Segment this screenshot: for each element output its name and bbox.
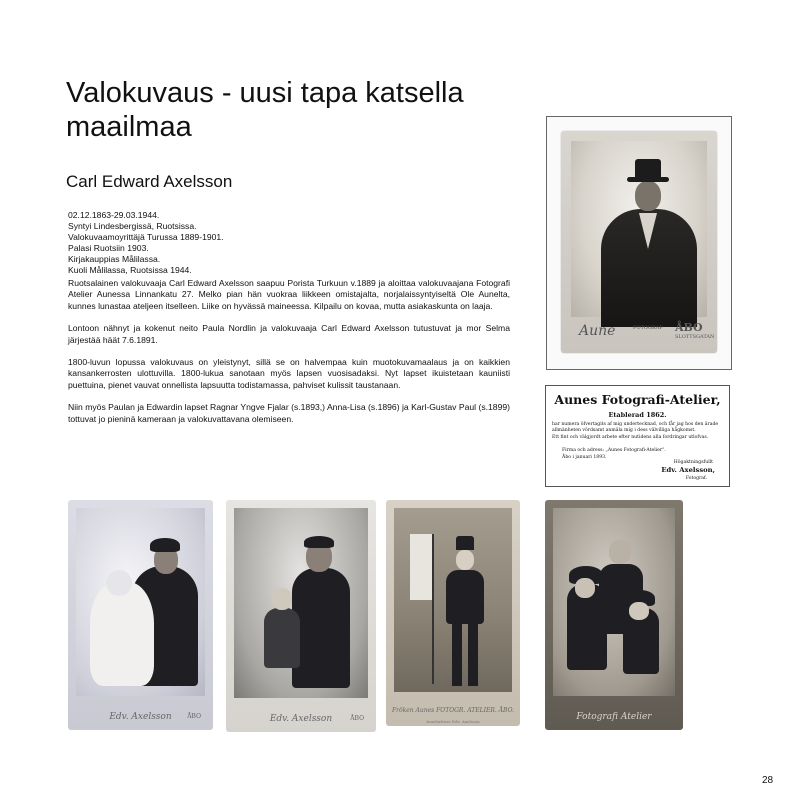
portrait-photo [546,116,732,370]
photo-caption: Edv. Axelsson [269,714,333,724]
paragraph: 1800-luvun lopussa valokuvaus on yleistynyt, sillä se on halvempaa kuin muotokuvamaalaus ja on kaikkien kansankerrosten ulottuvilla. 1800-lukua sanotaan myös lapsen vuosisadaksi. Nyt lapset ikuistetaan kauniisti puettuina, pienet vauvat onnellista lapsuutta todistamassa, pahviset kulissit taustanaan. [68,357,510,390]
photo-image [234,508,368,698]
ad-line: har numera öfvertagits af mig undertecknad, och får jag hos den ärade allmänheten vördsamt anmäla mig i dess välvilliga hågkomst. [552,422,719,433]
studio-city: ÅBO [675,321,703,334]
child-head [272,588,292,610]
father-child-photo [226,500,376,732]
photo-caption-city: ÅBO [187,713,201,720]
flag-pole [432,534,434,684]
three-children-photo [545,500,683,730]
photo-caption: Edv. Axelsson [109,712,172,722]
photo-caption-city: ÅBO [350,715,364,722]
top-hat [635,159,661,179]
child-coat [264,608,300,668]
ad-line: Ett fint och välgjordt arbete efter nutidens alla fordringar utlofvas. [552,435,709,440]
boy-cap [456,536,474,550]
photo-image [553,508,675,696]
middle-child-head [575,578,595,598]
ad-signature-title: Fotograf. [685,476,707,481]
bio-list [68,210,338,276]
page-number: 28 [762,775,774,786]
young-child-head [629,602,649,620]
boy-uniform [446,570,484,624]
photo-image [76,508,205,696]
ad-heading: Aunes Fotografi-Atelier, [554,392,721,407]
bio-line: Syntyi Lindesbergissä, Ruotsissa. [68,221,197,231]
photo-image [571,141,707,317]
photo-card [561,131,717,353]
man-head [635,181,661,211]
ad-signature: Edv. Axelsson, [661,466,715,474]
section-subtitle: Carl Edward Axelsson [66,172,233,191]
boy-leg-left [452,624,462,686]
studio-signature: Aune [579,323,616,339]
mother-baby-photo [68,500,213,730]
hat-brim [627,177,669,182]
ad-line: Högaktningsfullt [673,460,713,465]
bio-line: Valokuvaamoyrittäjä Turussa 1889-1901. [68,232,224,242]
flag [410,534,432,600]
bio-line: 02.12.1863-29.03.1944. [68,210,160,220]
paragraph: Ruotsalainen valokuvaaja Carl Edward Axelsson saapuu Porista Turkuun v.1889 ja aloittaa valokuvaajana Fotografi Atelier Aunessa Linnankatu 27. Melko pian hän vuokraa liikkeen omistajalta, norjalaissyntyiseltä Ole Aunelta, kunnes lunastaa ateljeen itselleen. Liike on hyvässä maineessa. Kilpailu on kovaa, mutta asiakaskunta on laaja. [68,278,510,311]
paragraph: Lontoon nähnyt ja kokenut neito Paula Nordlin ja valokuvaaja Carl Edward Axelsson tutustuvat ja mor Selma järjestää häät 7.6.1891. [68,323,510,345]
ad-line: Firma och adress: „Aunes Fotografi-Atelier". [562,448,666,453]
bio-line: Palasi Ruotsiin 1903. [68,243,149,253]
bio-line: Kuoli Målilassa, Ruotsissa 1944. [68,265,192,275]
baby-gown [90,582,154,686]
newspaper-ad [545,385,730,487]
ad-established: Etablerad 1862. [608,411,667,419]
ad-line: Åbo i januari 1893. [562,455,607,460]
body-text [68,278,510,436]
baby-head [106,570,132,596]
boy-with-flag-photo [386,500,520,726]
mother-hair [150,538,180,552]
page-title: Valokuvaus - uusi tapa katsella maailmaa [66,77,464,143]
paragraph: Niin myös Paulan ja Edwardin lapset Ragnar Yngve Fjalar (s.1893,) Anna-Lisa (s.1896) ja Karl-Gustav Paul (s.1899) tottuvat jo pieninä kameraan ja valokuvattavana olemiseen. [68,402,510,424]
photo-caption: Fotografi Atelier [576,712,652,722]
photo-caption-small: Innehafvare Edv. Axelsson [426,719,480,724]
studio-street: SLOTTSGATAN [675,334,715,340]
bio-line: Kirjakauppias Målilassa. [68,254,161,264]
studio-label: FOTOGRAF [633,325,663,331]
boy-leg-right [468,624,478,686]
father-suit [292,568,350,688]
photo-caption: Fröken Aunes FOTOGR. ATELIER. ÅBO. [391,707,515,714]
older-boy-head [609,540,631,564]
photo-image [394,508,512,692]
boy-head [456,550,474,570]
father-hair [304,536,334,548]
photo-caption [571,319,715,345]
